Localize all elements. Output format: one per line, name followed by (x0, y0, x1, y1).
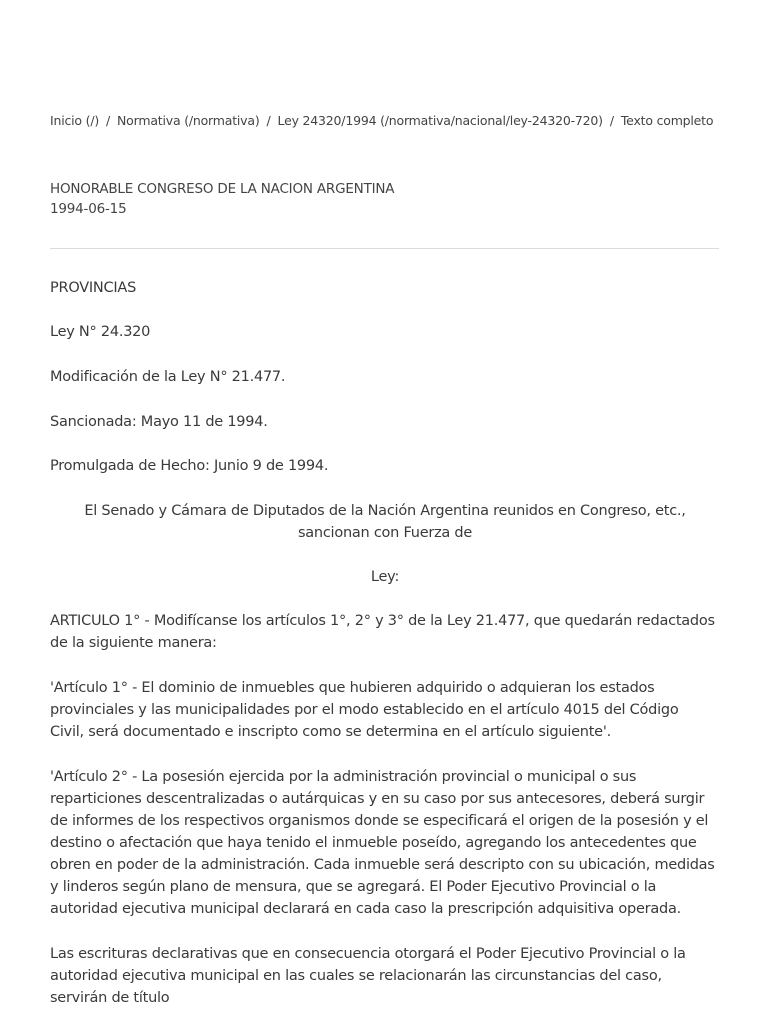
law-number: Ley N° 24.320 (50, 324, 151, 340)
article-2-continuation: Las escrituras declarativas que en consecuencia otorgará el Poder Ejecutivo Provincial o la autoridad ejecutiva municipal en las cuales se relacionarán las circunstancias del caso, servirán de título (50, 946, 686, 1006)
breadcrumb-separator: / (609, 113, 614, 128)
breadcrumb-separator: / (106, 113, 111, 128)
article-1: ARTICULO 1° - Modifícanse los artículos 1°, 2° y 3° de la Ley 21.477, que quedarán redactados de la siguiente manera: (50, 613, 715, 651)
organism-name: HONORABLE CONGRESO DE LA NACION ARGENTINA (50, 181, 395, 197)
breadcrumb-item-current: Texto completo (620, 113, 714, 128)
publication-date: 1994-06-15 (50, 201, 127, 217)
breadcrumb-separator: / (266, 113, 271, 128)
divider (50, 248, 719, 249)
article-1-text: 'Artículo 1° - El dominio de inmuebles que hubieren adquirido o adquieran los estados provinciales y las municipalidades por el modo establecido en el artículo 4015 del Código Civil, será documentado e inscripto como se determina en el artículo siguiente'. (50, 680, 679, 740)
law-summary: Modificación de la Ley N° 21.477. (50, 369, 286, 385)
breadcrumb-item-inicio[interactable]: Inicio (/) (50, 113, 100, 128)
promulgation-date: Promulgada de Hecho: Junio 9 de 1994. (50, 458, 329, 474)
law-origin (50, 179, 394, 219)
ley-heading: Ley: (370, 569, 400, 585)
breadcrumb-item-ley[interactable]: Ley 24320/1994 (/normativa/nacional/ley-24320-720) (277, 113, 603, 128)
law-category: PROVINCIAS (50, 280, 137, 296)
sanction-date: Sancionada: Mayo 11 de 1994. (50, 414, 268, 430)
breadcrumb (50, 113, 720, 128)
breadcrumb-item-normativa[interactable]: Normativa (/normativa) (117, 113, 260, 128)
article-2-text: 'Artículo 2° - La posesión ejercida por la administración provincial o municipal o sus reparticiones descentralizadas o autárquicas y en su caso por sus antecesores, deberá surgir de informes de los respectivos organismos donde se especificará el origen de la posesión y el destino o afectación que haya tenido el inmueble poseído, agregando los antecedentes que obren en poder de la administración. Cada inmueble será descripto con su ubicación, medidas y linderos según plano de mensura, que se agregará. El Poder Ejecutivo Provincial o la autoridad ejecutiva municipal declarará en cada caso la prescripción adquisitiva operada. (50, 769, 715, 917)
preamble: El Senado y Cámara de Diputados de la Nación Argentina reunidos en Congreso, etc., sancionan con Fuerza de (84, 503, 686, 541)
